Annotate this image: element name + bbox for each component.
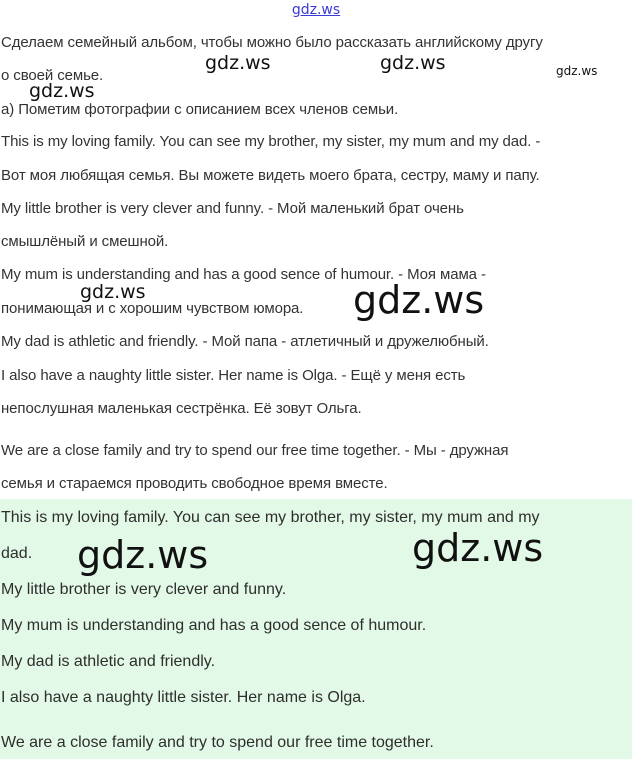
watermark: gdz.ws (353, 278, 485, 322)
site-mark-link[interactable]: gdz.ws (291, 2, 341, 18)
translation-line: This is my loving family. You can see my brother, my sister, my mum and my dad. - (1, 133, 541, 150)
watermark: gdz.ws (380, 52, 446, 74)
task-intro-line-2: о своей семье. (1, 67, 104, 84)
watermark: gdz.ws (29, 80, 95, 102)
translation-line: My little brother is very clever and funny. - Мой маленький брат очень (1, 200, 464, 217)
translation-line: I also have a naughty little sister. Her name is Olga. - Ещё у меня есть (1, 367, 466, 384)
answer-line: We are a close family and try to spend our free time together. (1, 734, 434, 751)
translation-line: Вот моя любящая семья. Вы можете видеть моего брата, сестру, маму и папу. (1, 167, 540, 184)
answer-line: I also have a naughty little sister. Her name is Olga. (1, 689, 366, 706)
answer-line: This is my loving family. You can see my brother, my sister, my mum and my (1, 509, 540, 526)
answer-line: My mum is understanding and has a good sence of humour. (1, 617, 427, 634)
task-part-a: а) Пометим фотографии с описанием всех членов семьи. (1, 101, 399, 118)
translation-line: смышлёный и смешной. (1, 233, 169, 250)
translation-line: непослушная маленькая сестрёнка. Её зовут Ольга. (1, 400, 362, 417)
translation-line: My dad is athletic and friendly. - Мой папа - атлетичный и дружелюбный. (1, 333, 489, 350)
translation-line: My mum is understanding and has a good sence of humour. - Моя мама - (1, 266, 486, 283)
translation-line: понимающая и с хорошим чувством юмора. (1, 300, 304, 317)
answer-line: My dad is athletic and friendly. (1, 653, 216, 670)
watermark: gdz.ws (556, 64, 598, 78)
translation-line: We are a close family and try to spend our free time together. - Мы - дружная (1, 442, 509, 459)
task-intro-line-1: Сделаем семейный альбом, чтобы можно было рассказать английскому другу (1, 34, 543, 51)
answer-line: dad. (1, 545, 33, 562)
watermark: gdz.ws (77, 533, 209, 577)
watermark: gdz.ws (205, 52, 271, 74)
answer-line: My little brother is very clever and funny. (1, 581, 287, 598)
translation-line: семья и стараемся проводить свободное время вместе. (1, 475, 388, 492)
watermark: gdz.ws (412, 526, 544, 570)
watermark: gdz.ws (80, 281, 146, 303)
